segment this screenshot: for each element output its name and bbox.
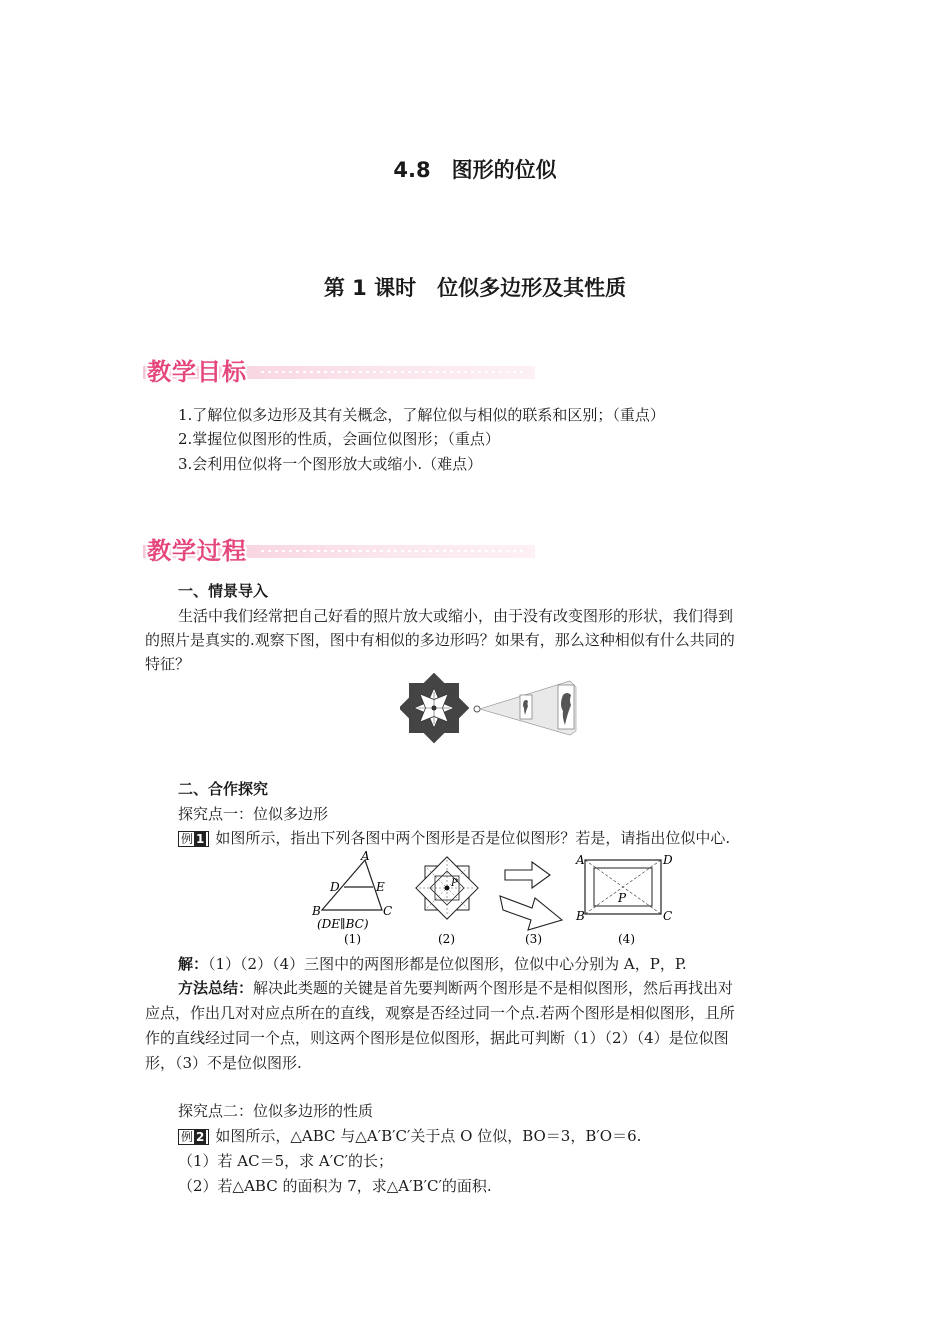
star-flower-icon — [400, 673, 469, 743]
svg-text:E: E — [376, 880, 385, 894]
arrow-figure — [500, 862, 562, 946]
method-line-2: 应点，作出几对对应点所在的直线，观察是否经过同一个点.若两个图形是相似图形，且所 — [145, 1004, 735, 1022]
part1-line-3: 特征？ — [145, 655, 191, 673]
svg-text:(3): (3) — [525, 932, 542, 946]
question-2: （2）若△ABC 的面积为 7，求△A′B′C′的面积. — [178, 1177, 492, 1195]
svg-text:B: B — [312, 904, 321, 918]
solution-text: （1）（2）（4）三图中的两图形都是位似图形，位似中心分别为 A，P，P. — [208, 955, 687, 973]
part1-line-1: 生活中我们经常把自己好看的照片放大或缩小，由于没有改变图形的形状，我们得到 — [178, 607, 734, 625]
svg-text:C: C — [383, 904, 393, 918]
svg-text:C: C — [663, 909, 673, 923]
svg-text:(2): (2) — [438, 932, 455, 946]
process-banner-label: 教学过程 — [147, 537, 247, 565]
goal-item-1: 1.了解位似多边形及其有关概念，了解位似与相似的联系和区别；（重点） — [178, 406, 665, 424]
point2-label: 探究点二：位似多边形的性质 — [178, 1102, 374, 1120]
intro-figure — [400, 673, 585, 745]
svg-text:D: D — [330, 880, 340, 894]
example2 — [178, 1124, 641, 1148]
part2-heading: 二、合作探究 — [178, 780, 269, 798]
star-figure — [416, 857, 478, 946]
method-line-4: 形，（3）不是位似图形. — [145, 1054, 302, 1072]
section-title: 4.8 图形的位似 — [393, 158, 557, 182]
svg-text:(4): (4) — [618, 932, 635, 946]
method-line-1: 方法总结：解决此类题的关键是首先要判断两个图形是不是相似图形，然后再找出对 — [178, 979, 734, 997]
rectangle-figure — [575, 853, 673, 946]
solution-label: 解： — [178, 955, 209, 973]
svg-text:A: A — [361, 849, 370, 863]
goal-item-3: 3.会利用位似将一个图形放大或缩小.（难点） — [178, 455, 483, 473]
goals-banner — [143, 352, 535, 388]
method-label: 方法总结： — [178, 979, 254, 997]
example2-tag: 例 2 — [178, 1129, 209, 1145]
part1-heading: 一、情景导入 — [178, 582, 269, 600]
goals-banner-label: 教学目标 — [147, 358, 247, 386]
svg-text:B: B — [576, 909, 585, 923]
example1 — [178, 826, 730, 850]
lesson-title: 第 1 课时 位似多边形及其性质 — [323, 276, 627, 300]
example1-tag: 例 1 — [178, 831, 209, 847]
svg-text:D: D — [663, 853, 673, 867]
part1-line-2: 的照片是真实的.观察下图，图中有相似的多边形吗？如果有，那么这种相似有什么共同的 — [145, 631, 735, 649]
process-banner — [143, 531, 535, 567]
example2-text: 如图所示，△ABC 与△A′B′C′关于点 O 位似，BO＝3，B′O＝6. — [215, 1127, 642, 1145]
goal-item-2: 2.掌握位似图形的性质，会画位似图形；（重点） — [178, 430, 500, 448]
projector-icon — [474, 681, 576, 735]
example1-text: 如图所示，指出下列各图中两个图形是否是位似图形？若是，请指出位似中心. — [215, 829, 731, 847]
method-line-3: 作的直线经过同一个点，则这两个图形是位似图形，据此可判断（1）（2）（4）是位似图 — [145, 1029, 729, 1047]
point1-label: 探究点一：位似多边形 — [178, 805, 329, 823]
solution — [178, 952, 687, 976]
svg-text:A: A — [576, 853, 585, 867]
svg-text:P: P — [618, 891, 627, 905]
example1-figures — [300, 848, 680, 948]
svg-text:(1): (1) — [344, 932, 361, 946]
svg-text:P: P — [451, 878, 458, 889]
question-1: （1）若 AC＝5，求 A′C′的长； — [178, 1152, 394, 1170]
triangle-figure — [311, 849, 392, 946]
svg-text:(DE∥BC): (DE∥BC) — [317, 917, 369, 931]
